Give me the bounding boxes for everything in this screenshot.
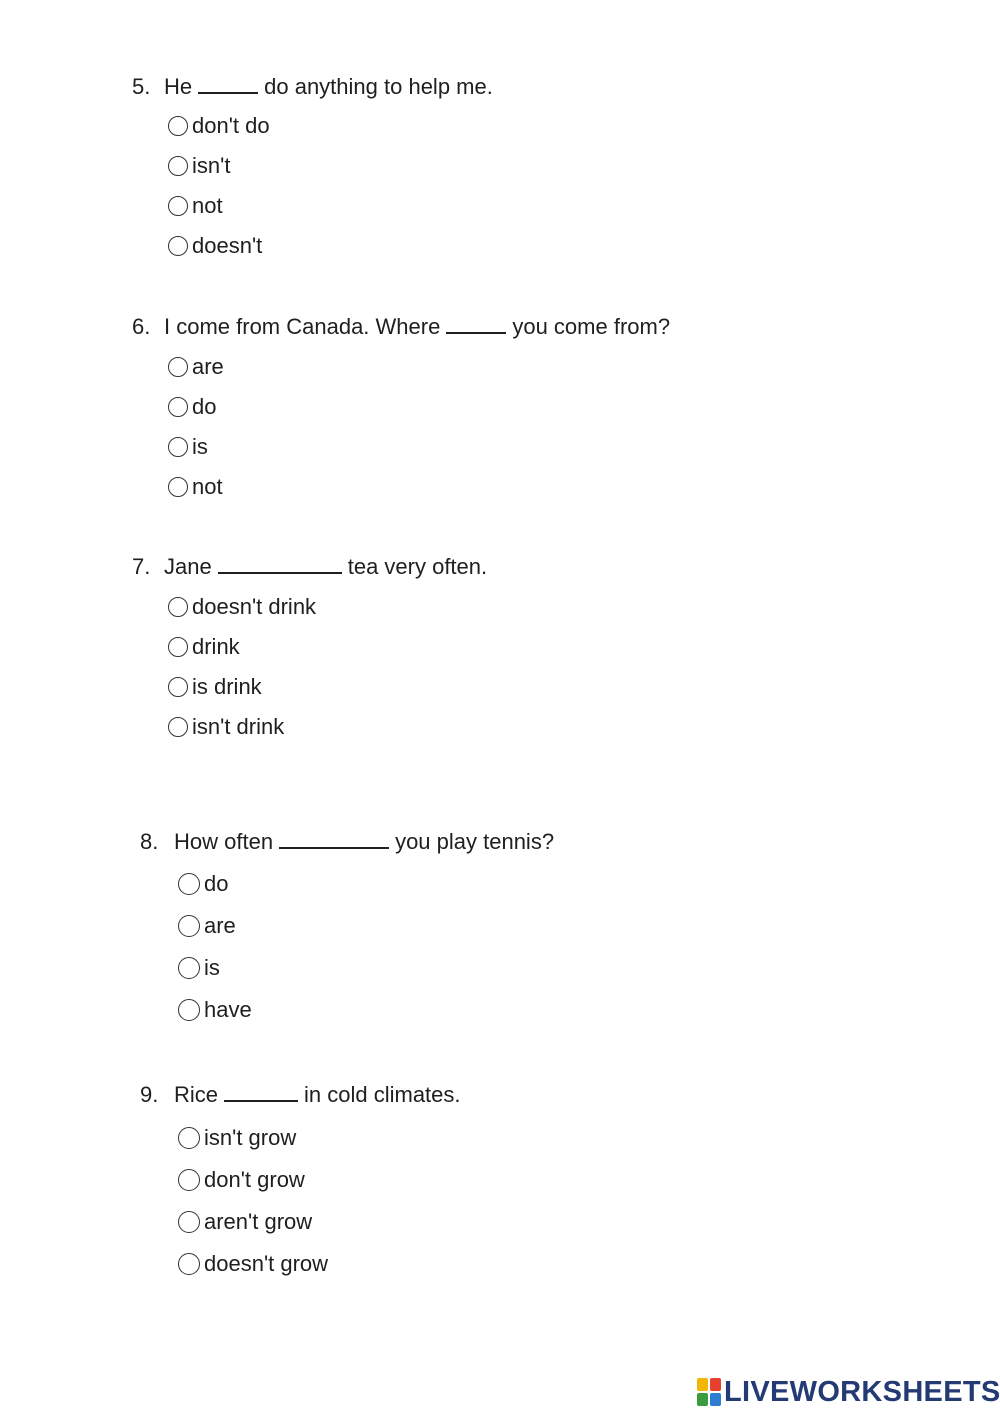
- option-label: don't grow: [204, 1167, 305, 1192]
- option-label: isn't: [192, 153, 231, 178]
- option-label: doesn't grow: [204, 1251, 329, 1276]
- question-6-option-4[interactable]: [168, 474, 223, 500]
- question-8-option-1[interactable]: [178, 871, 228, 897]
- question-9-option-2[interactable]: [178, 1167, 305, 1193]
- option-label: are: [204, 913, 236, 938]
- question-text-before: He: [164, 74, 193, 99]
- radio-button-icon[interactable]: [168, 597, 188, 617]
- question-text-after: tea very often.: [347, 554, 488, 579]
- radio-button-icon[interactable]: [168, 357, 188, 377]
- question-number: 8.: [140, 829, 159, 854]
- logo-square: [710, 1378, 721, 1391]
- radio-button-icon[interactable]: [168, 196, 188, 216]
- question-5-text: [132, 74, 493, 100]
- radio-button-icon[interactable]: [178, 915, 200, 937]
- question-8-option-3[interactable]: [178, 955, 220, 981]
- question-text-after: in cold climates.: [304, 1082, 461, 1107]
- question-9-option-3[interactable]: [178, 1209, 312, 1235]
- option-label: have: [204, 997, 252, 1022]
- question-7-option-3[interactable]: [168, 674, 262, 700]
- radio-button-icon[interactable]: [178, 1169, 200, 1191]
- logo-square: [697, 1393, 708, 1406]
- option-label: not: [192, 474, 223, 499]
- radio-button-icon[interactable]: [168, 156, 188, 176]
- answer-blank: [198, 75, 258, 94]
- answer-blank: [224, 1083, 298, 1102]
- question-text-after: you come from?: [512, 314, 671, 339]
- question-text-before: Rice: [174, 1082, 219, 1107]
- question-text-before: I come from Canada. Where: [164, 314, 441, 339]
- question-text-before: How often: [174, 829, 274, 854]
- question-8-option-2[interactable]: [178, 913, 236, 939]
- logo-square: [710, 1393, 721, 1406]
- radio-button-icon[interactable]: [178, 999, 200, 1021]
- option-label: do: [192, 394, 217, 419]
- option-label: are: [192, 354, 224, 379]
- option-label: do: [204, 871, 229, 896]
- question-8: [140, 829, 554, 855]
- radio-button-icon[interactable]: [168, 397, 188, 417]
- question-9-text: [140, 1082, 461, 1108]
- question-6: [132, 314, 670, 340]
- question-5-option-2[interactable]: [168, 153, 230, 179]
- question-9-option-1[interactable]: [178, 1125, 296, 1151]
- question-6-option-3[interactable]: [168, 434, 208, 460]
- radio-button-icon[interactable]: [178, 957, 200, 979]
- question-7-option-2[interactable]: [168, 634, 240, 660]
- option-label: is: [204, 955, 220, 980]
- question-number: 9.: [140, 1082, 159, 1107]
- option-label: isn't drink: [192, 714, 285, 739]
- question-5-option-3[interactable]: [168, 193, 223, 219]
- question-text-before: Jane: [164, 554, 212, 579]
- option-label: is drink: [192, 674, 262, 699]
- question-5-option-1[interactable]: [168, 113, 270, 139]
- option-label: drink: [192, 634, 240, 659]
- option-label: doesn't drink: [192, 594, 317, 619]
- question-7: [132, 554, 487, 580]
- question-text-after: you play tennis?: [395, 829, 555, 854]
- logo-square: [697, 1378, 708, 1391]
- question-7-option-1[interactable]: [168, 594, 316, 620]
- radio-button-icon[interactable]: [168, 116, 188, 136]
- radio-button-icon[interactable]: [178, 1127, 200, 1149]
- question-8-option-4[interactable]: [178, 997, 252, 1023]
- question-7-option-4[interactable]: [168, 714, 284, 740]
- question-5: [132, 74, 493, 100]
- option-label: aren't grow: [204, 1209, 313, 1234]
- option-label: isn't grow: [204, 1125, 297, 1150]
- radio-button-icon[interactable]: [168, 437, 188, 457]
- liveworksheets-logo: [697, 1374, 1000, 1410]
- option-label: don't do: [192, 113, 270, 138]
- question-text-after: do anything to help me.: [264, 74, 493, 99]
- radio-button-icon[interactable]: [168, 677, 188, 697]
- question-6-text: [132, 314, 670, 340]
- radio-button-icon[interactable]: [168, 717, 188, 737]
- answer-blank: [218, 555, 342, 574]
- liveworksheets-logo-icon: [697, 1378, 721, 1406]
- option-label: doesn't: [192, 233, 263, 258]
- answer-blank: [279, 830, 389, 849]
- radio-button-icon[interactable]: [178, 1253, 200, 1275]
- question-number: 6.: [132, 314, 151, 339]
- question-8-text: [140, 829, 554, 855]
- radio-button-icon[interactable]: [168, 236, 188, 256]
- radio-button-icon[interactable]: [178, 873, 200, 895]
- question-6-option-2[interactable]: [168, 394, 216, 420]
- question-9: [140, 1082, 461, 1108]
- option-label: not: [192, 193, 223, 218]
- option-label: is: [192, 434, 208, 459]
- liveworksheets-wordmark: LIVEWORKSHEETS: [724, 1375, 1000, 1408]
- question-number: 5.: [132, 74, 151, 99]
- question-5-option-4[interactable]: [168, 233, 262, 259]
- question-6-option-1[interactable]: [168, 354, 224, 380]
- question-7-text: [132, 554, 487, 580]
- radio-button-icon[interactable]: [168, 637, 188, 657]
- answer-blank: [446, 315, 506, 334]
- radio-button-icon[interactable]: [178, 1211, 200, 1233]
- question-number: 7.: [132, 554, 151, 579]
- question-9-option-4[interactable]: [178, 1251, 328, 1277]
- radio-button-icon[interactable]: [168, 477, 188, 497]
